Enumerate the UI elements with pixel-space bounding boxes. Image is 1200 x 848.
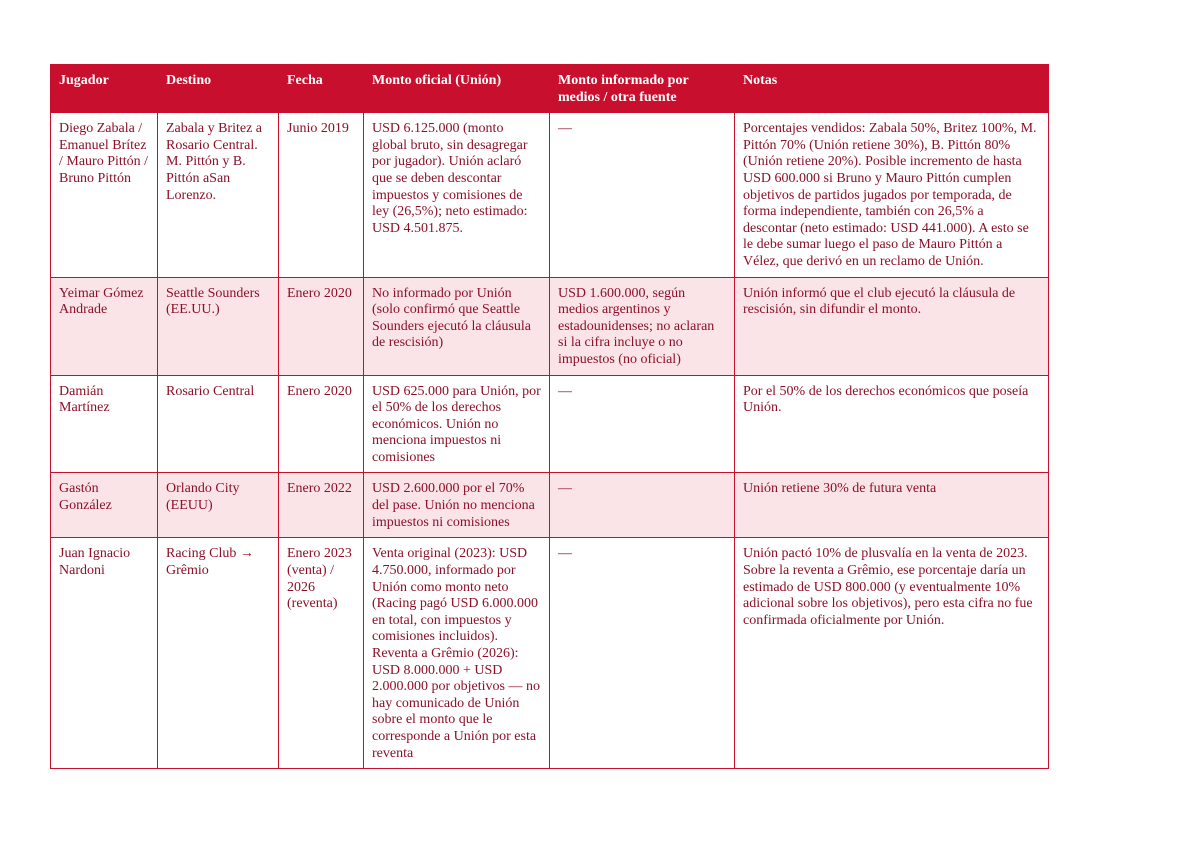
header-fecha: Fecha [279,65,364,113]
cell-fecha: Enero 2023 (venta) / 2026 (reventa) [279,538,364,769]
cell-jugador: Diego Zabala / Emanuel Brítez / Mauro Pittón / Bruno Pittón [51,113,158,277]
header-monto-medios: Monto informado por medios / otra fuente [550,65,735,113]
cell-jugador: Juan Ignacio Nardoni [51,538,158,769]
table-row [51,538,1049,769]
cell-fecha: Enero 2020 [279,277,364,375]
header-monto-oficial: Monto oficial (Unión) [364,65,550,113]
header-jugador: Jugador [51,65,158,113]
cell-monto-medios: — [550,375,735,473]
cell-notas: Unión informó que el club ejecutó la cláusula de rescisión, sin difundir el monto. [735,277,1049,375]
cell-destino: Zabala y Britez a Rosario Central. M. Pittón y B. Pittón aSan Lorenzo. [158,113,279,277]
cell-jugador: Damián Martínez [51,375,158,473]
transfers-table [50,64,1049,769]
cell-fecha: Junio 2019 [279,113,364,277]
cell-monto-medios: — [550,473,735,538]
cell-fecha: Enero 2020 [279,375,364,473]
cell-jugador: Gastón González [51,473,158,538]
cell-notas: Por el 50% de los derechos económicos que poseía Unión. [735,375,1049,473]
table-row [51,375,1049,473]
cell-destino: Rosario Central [158,375,279,473]
table-row [51,277,1049,375]
cell-destino: Racing Club → Grêmio [158,538,279,769]
cell-monto-medios: — [550,538,735,769]
cell-monto-oficial: Venta original (2023): USD 4.750.000, informado por Unión como monto neto (Racing pagó USD 6.000.000 en total, con impuestos y comisiones incluidos). Reventa a Grêmio (2026): USD 8.000.000 + USD 2.000.000 por objetivos — no hay comunicado de Unión sobre el monto que le corresponde a Unión por esta reventa [364,538,550,769]
table-row [51,113,1049,277]
cell-destino: Orlando City (EEUU) [158,473,279,538]
cell-notas: Unión retiene 30% de futura venta [735,473,1049,538]
cell-monto-oficial: USD 6.125.000 (monto global bruto, sin desagregar por jugador). Unión aclaró que se deben descontar impuestos y comisiones de ley (26,5%); neto estimado: USD 4.501.875. [364,113,550,277]
header-notas: Notas [735,65,1049,113]
cell-fecha: Enero 2022 [279,473,364,538]
cell-notas: Porcentajes vendidos: Zabala 50%, Britez 100%, M. Pittón 70% (Unión retiene 30%), B. Pittón 80% (Unión retiene 20%). Posible incremento de hasta USD 600.000 si Bruno y Mauro Pittón cumplen objetivos de partidos jugados por temporada, de forma independiente, también con 26,5% a descontar (neto estimado: USD 441.000). A esto se le debe sumar luego el paso de Mauro Pittón a Vélez, que derivó en un reclamo de Unión. [735,113,1049,277]
cell-monto-medios: USD 1.600.000, según medios argentinos y estadounidenses; no aclaran si la cifra incluye o no impuestos (no oficial) [550,277,735,375]
cell-jugador: Yeimar Gómez Andrade [51,277,158,375]
table-row [51,473,1049,538]
header-row [51,65,1049,113]
cell-monto-oficial: USD 625.000 para Unión, por el 50% de los derechos económicos. Unión no menciona impuestos ni comisiones [364,375,550,473]
cell-monto-oficial: No informado por Unión (solo confirmó que Seattle Sounders ejecutó la cláusula de rescisión) [364,277,550,375]
header-destino: Destino [158,65,279,113]
cell-destino: Seattle Sounders (EE.UU.) [158,277,279,375]
cell-monto-oficial: USD 2.600.000 por el 70% del pase. Unión no menciona impuestos ni comisiones [364,473,550,538]
cell-monto-medios: — [550,113,735,277]
cell-notas: Unión pactó 10% de plusvalía en la venta de 2023. Sobre la reventa a Grêmio, ese porcentaje daría un estimado de USD 800.000 (y eventualmente 10% adicional sobre los objetivos), pero esta cifra no fue confirmada oficialmente por Unión. [735,538,1049,769]
